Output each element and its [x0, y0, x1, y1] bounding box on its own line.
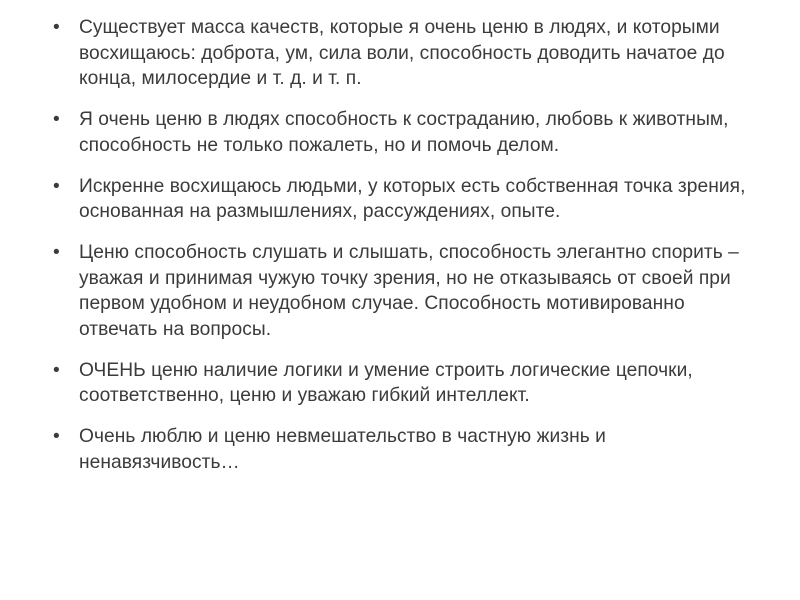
bullet-item-3 [53, 174, 760, 225]
bullet-marker: • [53, 426, 60, 447]
bullet-marker: • [53, 175, 60, 197]
bullet-text: Я очень ценю в людях способность к состраданию, любовь к животным, способность не только пожалеть, но и помочь делом. [79, 109, 729, 156]
bullet-text: ценю наличие логики и умение строить логические цепочки, соответственно, ценю и уважаю гибкий интеллект. [79, 359, 693, 406]
bullet-marker: • [53, 359, 60, 381]
bullet-emphasis: ОЧЕНЬ [79, 359, 146, 381]
bullet-marker: • [53, 17, 60, 38]
bullet-marker: • [53, 109, 60, 130]
bullet-item-1 [53, 15, 760, 92]
bullet-item-5 [53, 358, 760, 409]
bullet-text: Существует масса качеств, которые я очень ценю в людях, и которыми восхищаюсь: доброта, ум, сила воли, способность доводить начатое до конца, милосердие и т. д. и т. п. [79, 17, 725, 89]
bullet-text: Искренне восхищаюсь людьми, у которых есть собственная точка зрения, основанная на размышлениях, рассуждениях, опыте. [79, 175, 746, 222]
bullet-item-4 [53, 240, 760, 342]
bullet-list [53, 15, 760, 475]
bullet-text: Очень люблю и ценю невмешательство в частную жизнь и ненавязчивость… [79, 426, 606, 473]
bullet-item-2 [53, 107, 760, 158]
bullet-text: Ценю способность слушать и слышать, способность элегантно спорить – уважая и принимая чужую точку зрения, но не отказываясь от своей при первом удобном и неудобном случае. Способность мотивированно отвечать на вопросы. [79, 242, 739, 340]
bullet-item-6 [53, 424, 760, 475]
bullet-marker: • [53, 242, 60, 263]
